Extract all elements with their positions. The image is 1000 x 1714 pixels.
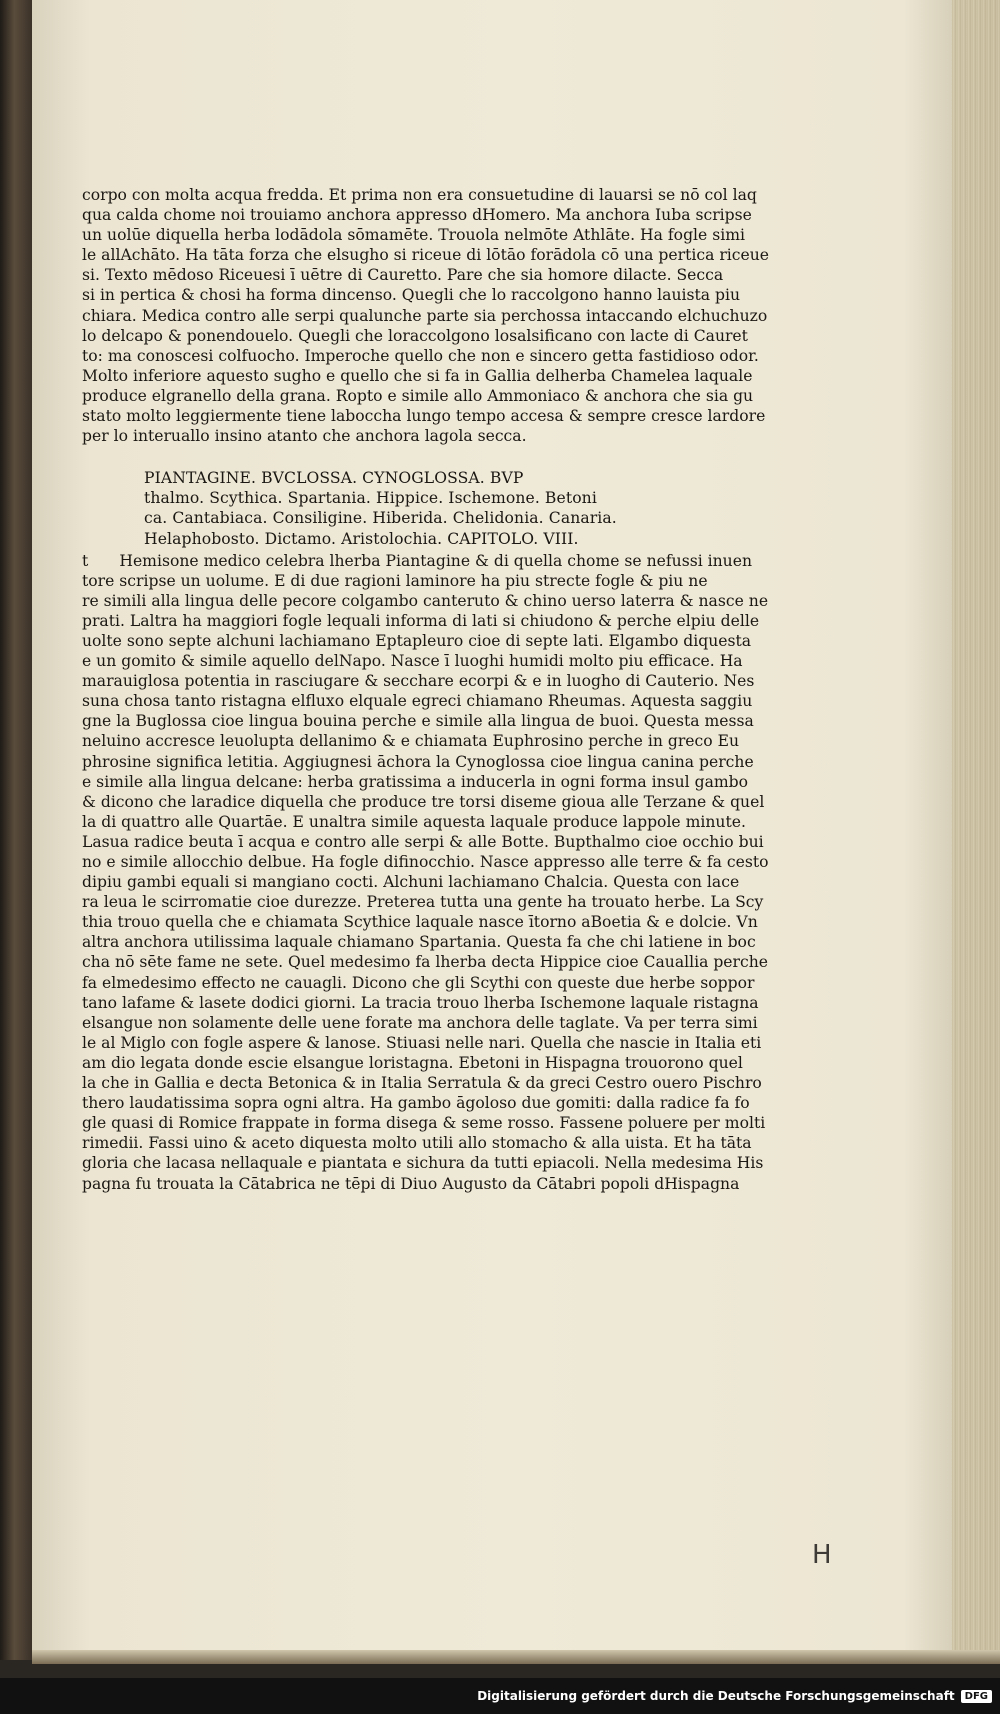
text-line: si. Texto mēdoso Riceuesi ī uētre di Cauretto. Pare che sia homore dilacte. Secca: [82, 266, 724, 285]
text-line: thero laudatissima sopra ogni altra. Ha gambo āgoloso due gomiti: dalla radice fa fo: [82, 1094, 750, 1113]
heading-line: Helaphobosto. Dictamo. Aristolochia. CAPITOLO. VIII.: [144, 529, 579, 548]
text-line: e un gomito & simile aquello delNapo. Nasce ī luoghi humidi molto piu efficace. Ha: [82, 652, 743, 671]
text-line: ra leua le scirromatie cioe durezze. Preterea tutta una gente ha trouato herbe. La Scy: [82, 893, 764, 912]
text-line: rimedii. Fassi uino & aceto diquesta molto utili allo stomacho & alla uista. Et ha tāta: [82, 1134, 752, 1153]
text-line: marauiglosa potentia in rasciugare & secchare ecorpi & e in luogho di Cauterio. Nes: [82, 672, 755, 691]
text-line: chiara. Medica contro alle serpi qualunche parte sia perchossa intaccando elchuchuzo: [82, 306, 768, 325]
heading-line: thalmo. Scythica. Spartania. Hippice. Ischemone. Betoni: [144, 489, 597, 508]
page-fore-edge: [952, 0, 1000, 1662]
text-line: si in pertica & chosi ha forma dincenso. Quegli che lo raccolgono hanno lauista piu: [82, 286, 741, 305]
text-line: tore scripse un uolume. E di due ragioni laminore ha piu strecte fogle & piu ne: [82, 571, 708, 590]
text-line: elsangue non solamente delle uene forate ma anchora delle taglate. Va per terra simi: [82, 1013, 758, 1032]
heading-line: PIANTAGINE. BVCLOSSA. CYNOGLOSSA. BVP: [144, 469, 524, 488]
text-line: thia trouo quella che e chiamata Scythice laquale nasce ītorno aBoetia & e dolcie. Vn: [82, 913, 758, 932]
text-line: no e simile allocchio delbue. Ha fogle difinocchio. Nasce appresso alle terre & fa cesto: [82, 853, 769, 871]
text-line: Lasua radice beuta ī acqua e contro alle serpi & alle Botte. Bupthalmo cioe occhio bui: [82, 832, 764, 851]
text-line: per lo interuallo insino atanto che anchora lagola secca.: [82, 427, 527, 446]
text-line: gne la Buglossa cioe lingua bouina perche e simile alla lingua de buoi. Questa messa: [82, 712, 754, 731]
text-line: altra anchora utilissima laquale chiamano Spartania. Questa fa che chi latiene in boc: [82, 933, 756, 952]
heading-line: ca. Cantabiaca. Consiligine. Hiberida. Chelidonia. Canaria.: [144, 509, 617, 528]
text-line: un uolūe diquella herba lodādola sōmamēte. Trouola nelmōte Athlāte. Ha fogle simi: [82, 226, 745, 245]
signature-mark: H: [812, 1540, 832, 1570]
text-line: re simili alla lingua delle pecore colgambo canteruto & chino uerso laterra & nasce ne: [82, 591, 769, 610]
text-line: e simile alla lingua delcane: herba gratissima a inducerla in ogni forma insul gambo: [82, 772, 749, 791]
text-line: neluino accresce leuolupta dellanimo & e chiamata Euphrosino perche in greco Eu: [82, 732, 740, 751]
chapter-body: [82, 551, 769, 1194]
book-page: [32, 0, 1000, 1662]
text-line: suna chosa tanto ristagna elfluxo elquale egreci chiamano Rheumas. Aquesta saggiu: [82, 692, 753, 711]
chapter-body-lines: [82, 571, 769, 1194]
text-line: phrosine significa letitia. Aggiugnesi āchora la Cynoglossa cioe lingua canina perche: [82, 752, 754, 771]
chapter-heading: [144, 468, 752, 548]
text-line: & dicono che laradice diquella che produce tre torsi diseme gioua alle Terzane & quel: [82, 792, 765, 811]
text-line: fa elmedesimo effecto ne cauagli. Dicono che gli Scythi con queste due herbe soppor: [82, 973, 755, 992]
text-line: stato molto leggiermente tiene laboccha lungo tempo accesa & sempre cresce lardore: [82, 407, 766, 426]
chapter-first-line: [82, 551, 752, 571]
text-line: produce elgranello della grana. Ropto e simile allo Ammoniaco & anchora che sia gu: [82, 386, 754, 405]
footer-bar: [0, 1678, 1000, 1714]
text-line: prati. Laltra ha maggiori fogle lequali informa di lati si chiudono & perche elpiu delle: [82, 611, 760, 630]
page-foot-edge: [32, 1650, 1000, 1664]
text-line: to: ma conoscesi colfuocho. Imperoche quello che non e sincero getta fastidioso odor.: [82, 346, 759, 365]
dfg-logo: DFG: [961, 1690, 992, 1703]
text-line: uolte sono septe alchuni lachiamano Eptapleuro cioe di septe lati. Elgambo diquesta: [82, 631, 752, 650]
text-line: am dio legata donde escie elsangue loristagna. Ebetoni in Hispagna trouorono quel: [82, 1053, 743, 1072]
footer-text: Digitalisierung gefördert durch die Deutsche Forschungsgemeinschaft: [477, 1689, 955, 1703]
text-line: gle quasi di Romice frappate in forma disega & seme rosso. Fassene poluere per molti: [82, 1114, 766, 1133]
text-line: le allAchāto. Ha tāta forza che elsugho si riceue di lōtāo forādola cō una pertica riceue: [82, 246, 769, 265]
text-line: corpo con molta acqua fredda. Et prima non era consuetudine di lauarsi se nō col laq: [82, 186, 757, 204]
chapter-first-line-text: Hemisone medico celebra lherba Piantagine & di quella chome se nefussi inuen: [119, 551, 752, 570]
text-block: [82, 185, 769, 1194]
text-line: lo delcapo & ponendouelo. Quegli che loraccolgono losalsificano con lacte di Cauret: [82, 326, 748, 345]
text-line: gloria che lacasa nellaquale e piantata e sichura da tutti epiacoli. Nella medesima His: [82, 1154, 764, 1173]
lead-letter: t: [82, 551, 89, 570]
text-line: la di quattro alle Quartāe. E unaltra simile aquesta laquale produce lappole minute.: [82, 812, 746, 831]
text-line: la che in Gallia e decta Betonica & in Italia Serratula & da greci Cestro ouero Pischro: [82, 1074, 762, 1093]
book-binding-edge: [0, 0, 32, 1660]
text-line: tano lafame & lasete dodici giorni. La tracia trouo lherba Ischemone laquale ristagna: [82, 993, 759, 1012]
text-line: le al Miglo con fogle aspere & lanose. Stiuasi nelle nari. Quella che nascie in Italia eti: [82, 1033, 762, 1052]
text-line: cha nō sēte fame ne sete. Quel medesimo fa lherba decta Hippice cioe Cauallia perche: [82, 953, 768, 972]
text-line: dipiu gambi equali si mangiano cocti. Alchuni lachiamano Chalcia. Questa con lace: [82, 873, 740, 892]
text-line: qua calda chome noi trouiamo anchora appresso dHomero. Ma anchora Iuba scripse: [82, 206, 752, 225]
paragraph-1: [82, 185, 769, 446]
text-line: Molto inferiore aquesto sugho e quello che si fa in Gallia delherba Chamelea laquale: [82, 366, 753, 385]
text-line: pagna fu trouata la Cātabrica ne tēpi di Diuo Augusto da Cātabri popoli dHispagna: [82, 1174, 740, 1193]
